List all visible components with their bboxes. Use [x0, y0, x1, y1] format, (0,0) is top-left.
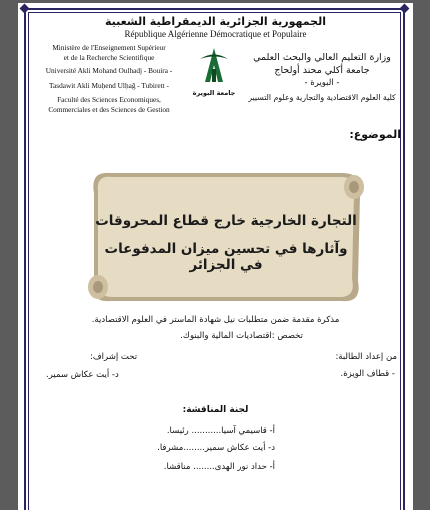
- institution-line-ar: وزارة التعليم العالي والبحث العلمي: [253, 52, 391, 63]
- institution-line: Faculté des Sciences Economiques,: [57, 95, 161, 105]
- committee-title: لجنة المناقشة:: [182, 405, 249, 415]
- title-scroll: [80, 165, 372, 310]
- institution-line: Tasdawit Akli Muḥend Ulḥağ - Tubirett -: [49, 80, 169, 90]
- committee-member: أ- قاسيمي آسيا........... رئيسا.: [166, 426, 275, 436]
- institution-line: et de la Recherche Scientifique: [63, 52, 155, 62]
- committee-member: أ- حداد نور الهدى........ مناقشا.: [163, 462, 275, 472]
- university-logo-icon: [194, 45, 234, 85]
- thesis-title-line-2: وآثارها في تحسين ميزان المدفوعات في الجزائر: [104, 241, 348, 273]
- document-page: [18, 3, 413, 510]
- institution-arabic: [247, 51, 397, 104]
- university-logo: [186, 45, 242, 103]
- thesis-title-line-1: التجارة الخارجية خارج قطاع المحروقات: [95, 213, 357, 229]
- institution-line-ar: جامعة أكلي محند أولحاج: [274, 65, 370, 76]
- subject-label: الموضوع:: [349, 128, 401, 141]
- institution-line: Commerciales et des Sciences de Gestion: [48, 104, 170, 114]
- institution-line: Université Akli Mohand Oulhadj - Bouira -: [45, 66, 173, 76]
- student-name: - قطاف الويزة.: [340, 369, 395, 379]
- committee-member: د- أيت عكاش سمير........مشرفا.: [157, 443, 275, 453]
- institution-line-ar: - البويرة -: [304, 78, 340, 88]
- memo-line-2: تخصص :اقتصاديات المالية والبنوك.: [180, 331, 303, 341]
- memo-line-1: مذكرة مقدمة ضمن متطلبات نيل شهادة الماستر في العلوم الاقتصادية.: [91, 315, 340, 325]
- republic-french: République Algérienne Démocratique et Populaire: [124, 29, 307, 39]
- institution-french: [32, 43, 186, 115]
- supervisor-label: تحت إشراف:: [90, 352, 138, 362]
- institution-line-ar: كلية العلوم الاقتصادية والتجارية وعلوم التسيير: [248, 93, 396, 102]
- logo-caption: جامعة البويرة: [192, 89, 236, 97]
- institution-line: Ministère de l'Enseignement Supérieur: [52, 43, 166, 52]
- student-label: من إعداد الطالبة:: [335, 352, 397, 362]
- republic-arabic: الجمهورية الجزائرية الديمقراطية الشعبية: [105, 15, 326, 28]
- supervisor-name: د- أيت عكاش سمير.: [46, 370, 119, 380]
- scroll-banner-icon: [80, 165, 372, 310]
